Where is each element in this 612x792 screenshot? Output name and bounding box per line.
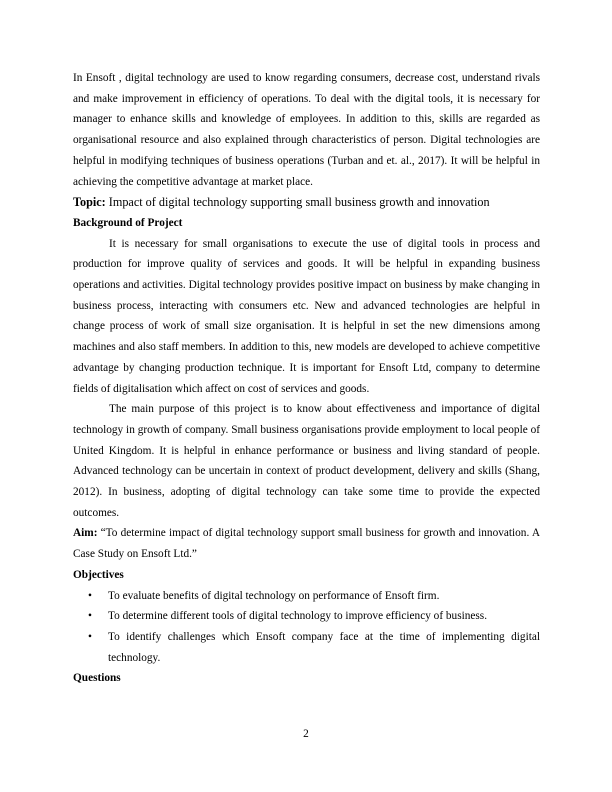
- bullet-icon: •: [88, 630, 92, 643]
- aim-label: Aim:: [73, 527, 98, 540]
- background-heading: Background of Project: [73, 216, 183, 229]
- list-item: [73, 627, 540, 668]
- questions-heading: Questions: [73, 672, 121, 685]
- objectives-list: [73, 586, 540, 669]
- topic-line: [73, 192, 540, 213]
- bullet-icon: •: [88, 610, 92, 623]
- list-item: [73, 586, 540, 607]
- bullet-icon: •: [88, 589, 92, 602]
- page-number: 2: [303, 728, 309, 740]
- list-item: [73, 606, 540, 627]
- aim-text: “To determine impact of digital technology support small business for growth and innovation. A Case Study on Ensoft Ltd.”: [73, 527, 540, 561]
- objective-text: To determine different tools of digital technology to improve efficiency of business.: [108, 610, 488, 623]
- background-paragraph-1: It is necessary for small organisations to execute the use of digital tools in process and production for improve quality of services and goods. It will be helpful in expanding business operations and activities. Digital technology provides positive impact on business by make changing in business process, interacting with consumers etc. New and advanced technologies are helpful in change process of work of small size organisation. It is helpful in set the new dimensions among machines and also staff members. In addition to this, new models are developed to achieve competitive advantage by changing production technique. It is important for Ensoft Ltd, company to determine fields of digitalisation which affect on cost of services and goods.: [73, 237, 540, 395]
- objective-text: To evaluate benefits of digital technology on performance of Ensoft firm.: [108, 589, 440, 602]
- topic-text: Impact of digital technology supporting small business growth and innovation: [105, 195, 490, 210]
- aim-paragraph: [73, 523, 540, 564]
- objective-text: To identify challenges which Ensoft company face at the time of implementing digital technology.: [108, 630, 540, 664]
- background-paragraph-2: The main purpose of this project is to know about effectiveness and importance of digital technology in growth of company. Small business organisations provide employment to local people of United Kingdom. It is helpful in enhance performance or business and living standard of people. Advanced technology can be uncertain in context of product development, delivery and skills (Shang, 2012). In business, adopting of digital technology can take some time to provide the expected outcomes.: [73, 403, 540, 519]
- objectives-heading: Objectives: [73, 568, 124, 581]
- topic-label: Topic:: [73, 195, 106, 210]
- document-page: [73, 68, 540, 689]
- intro-paragraph: In Ensoft , digital technology are used to know regarding consumers, decrease cost, understand rivals and make improvement in efficiency of operations. To deal with the digital tools, it is necessary for manager to enhance skills and knowledge of employees. In addition to this, skills are regarded as organisational resource and also explained through characteristics of person. Digital technologies are helpful in modifying techniques of business operations (Turban and et. al., 2017). It will be helpful in achieving the competitive advantage at market place.: [73, 72, 540, 188]
